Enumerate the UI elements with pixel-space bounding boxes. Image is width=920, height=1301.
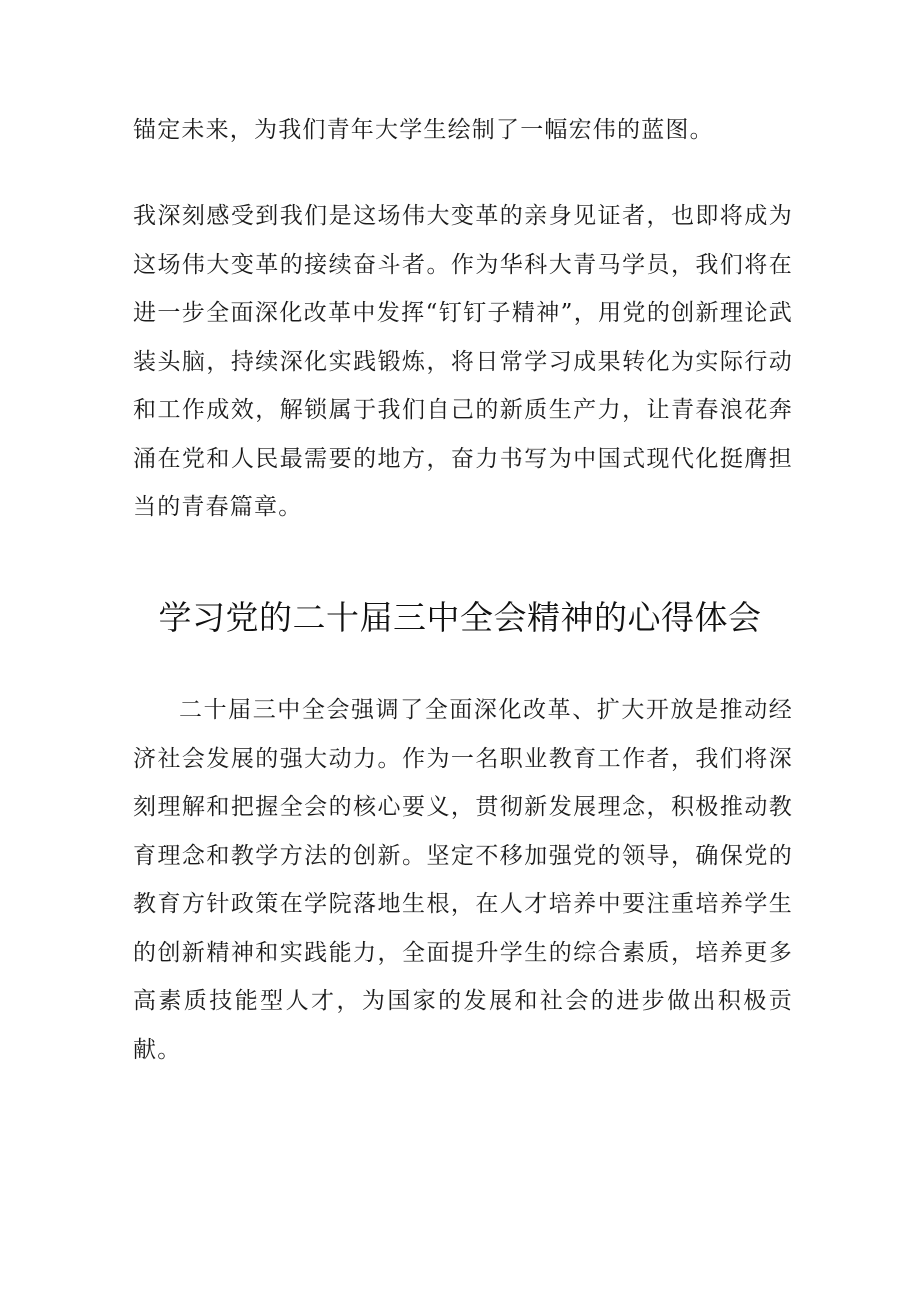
- paragraph-reflection: 我深刻感受到我们是这场伟大变革的亲身见证者，也即将成为这场伟大变革的接续奋斗者。作为华科大青马学员，我们将在进一步全面深化改革中发挥“钉钉子精神”，用党的创新理论武装头脑，持续深化实践锻炼，将日常学习成果转化为实际行动和工作成效，解锁属于我们自己的新质生产力，让青春浪花奔涌在党和人民最需要的地方，奋力书写为中国式现代化挺膺担当的青春篇章。: [133, 203, 793, 520]
- section-title: 学习党的二十届三中全会精神的心得体会: [158, 598, 762, 637]
- paragraph-section-body: 二十届三中全会强调了全面深化改革、扩大开放是推动经济社会发展的强大动力。作为一名职业教育工作者，我们将深刻理解和把握全会的核心要义，贯彻新发展理念，积极推动教育理念和教学方法的创新。坚定不移加强党的领导，确保党的教育方针政策在学院落地生根，在人才培养中要注重培养学生的创新精神和实践能力，全面提升学生的综合素质，培养更多高素质技能型人才，为国家的发展和社会的进步做出积极贡献。: [133, 697, 793, 1063]
- paragraph-continuation: 锚定未来，为我们青年大学生绘制了一幅宏伟的蓝图。: [133, 117, 714, 143]
